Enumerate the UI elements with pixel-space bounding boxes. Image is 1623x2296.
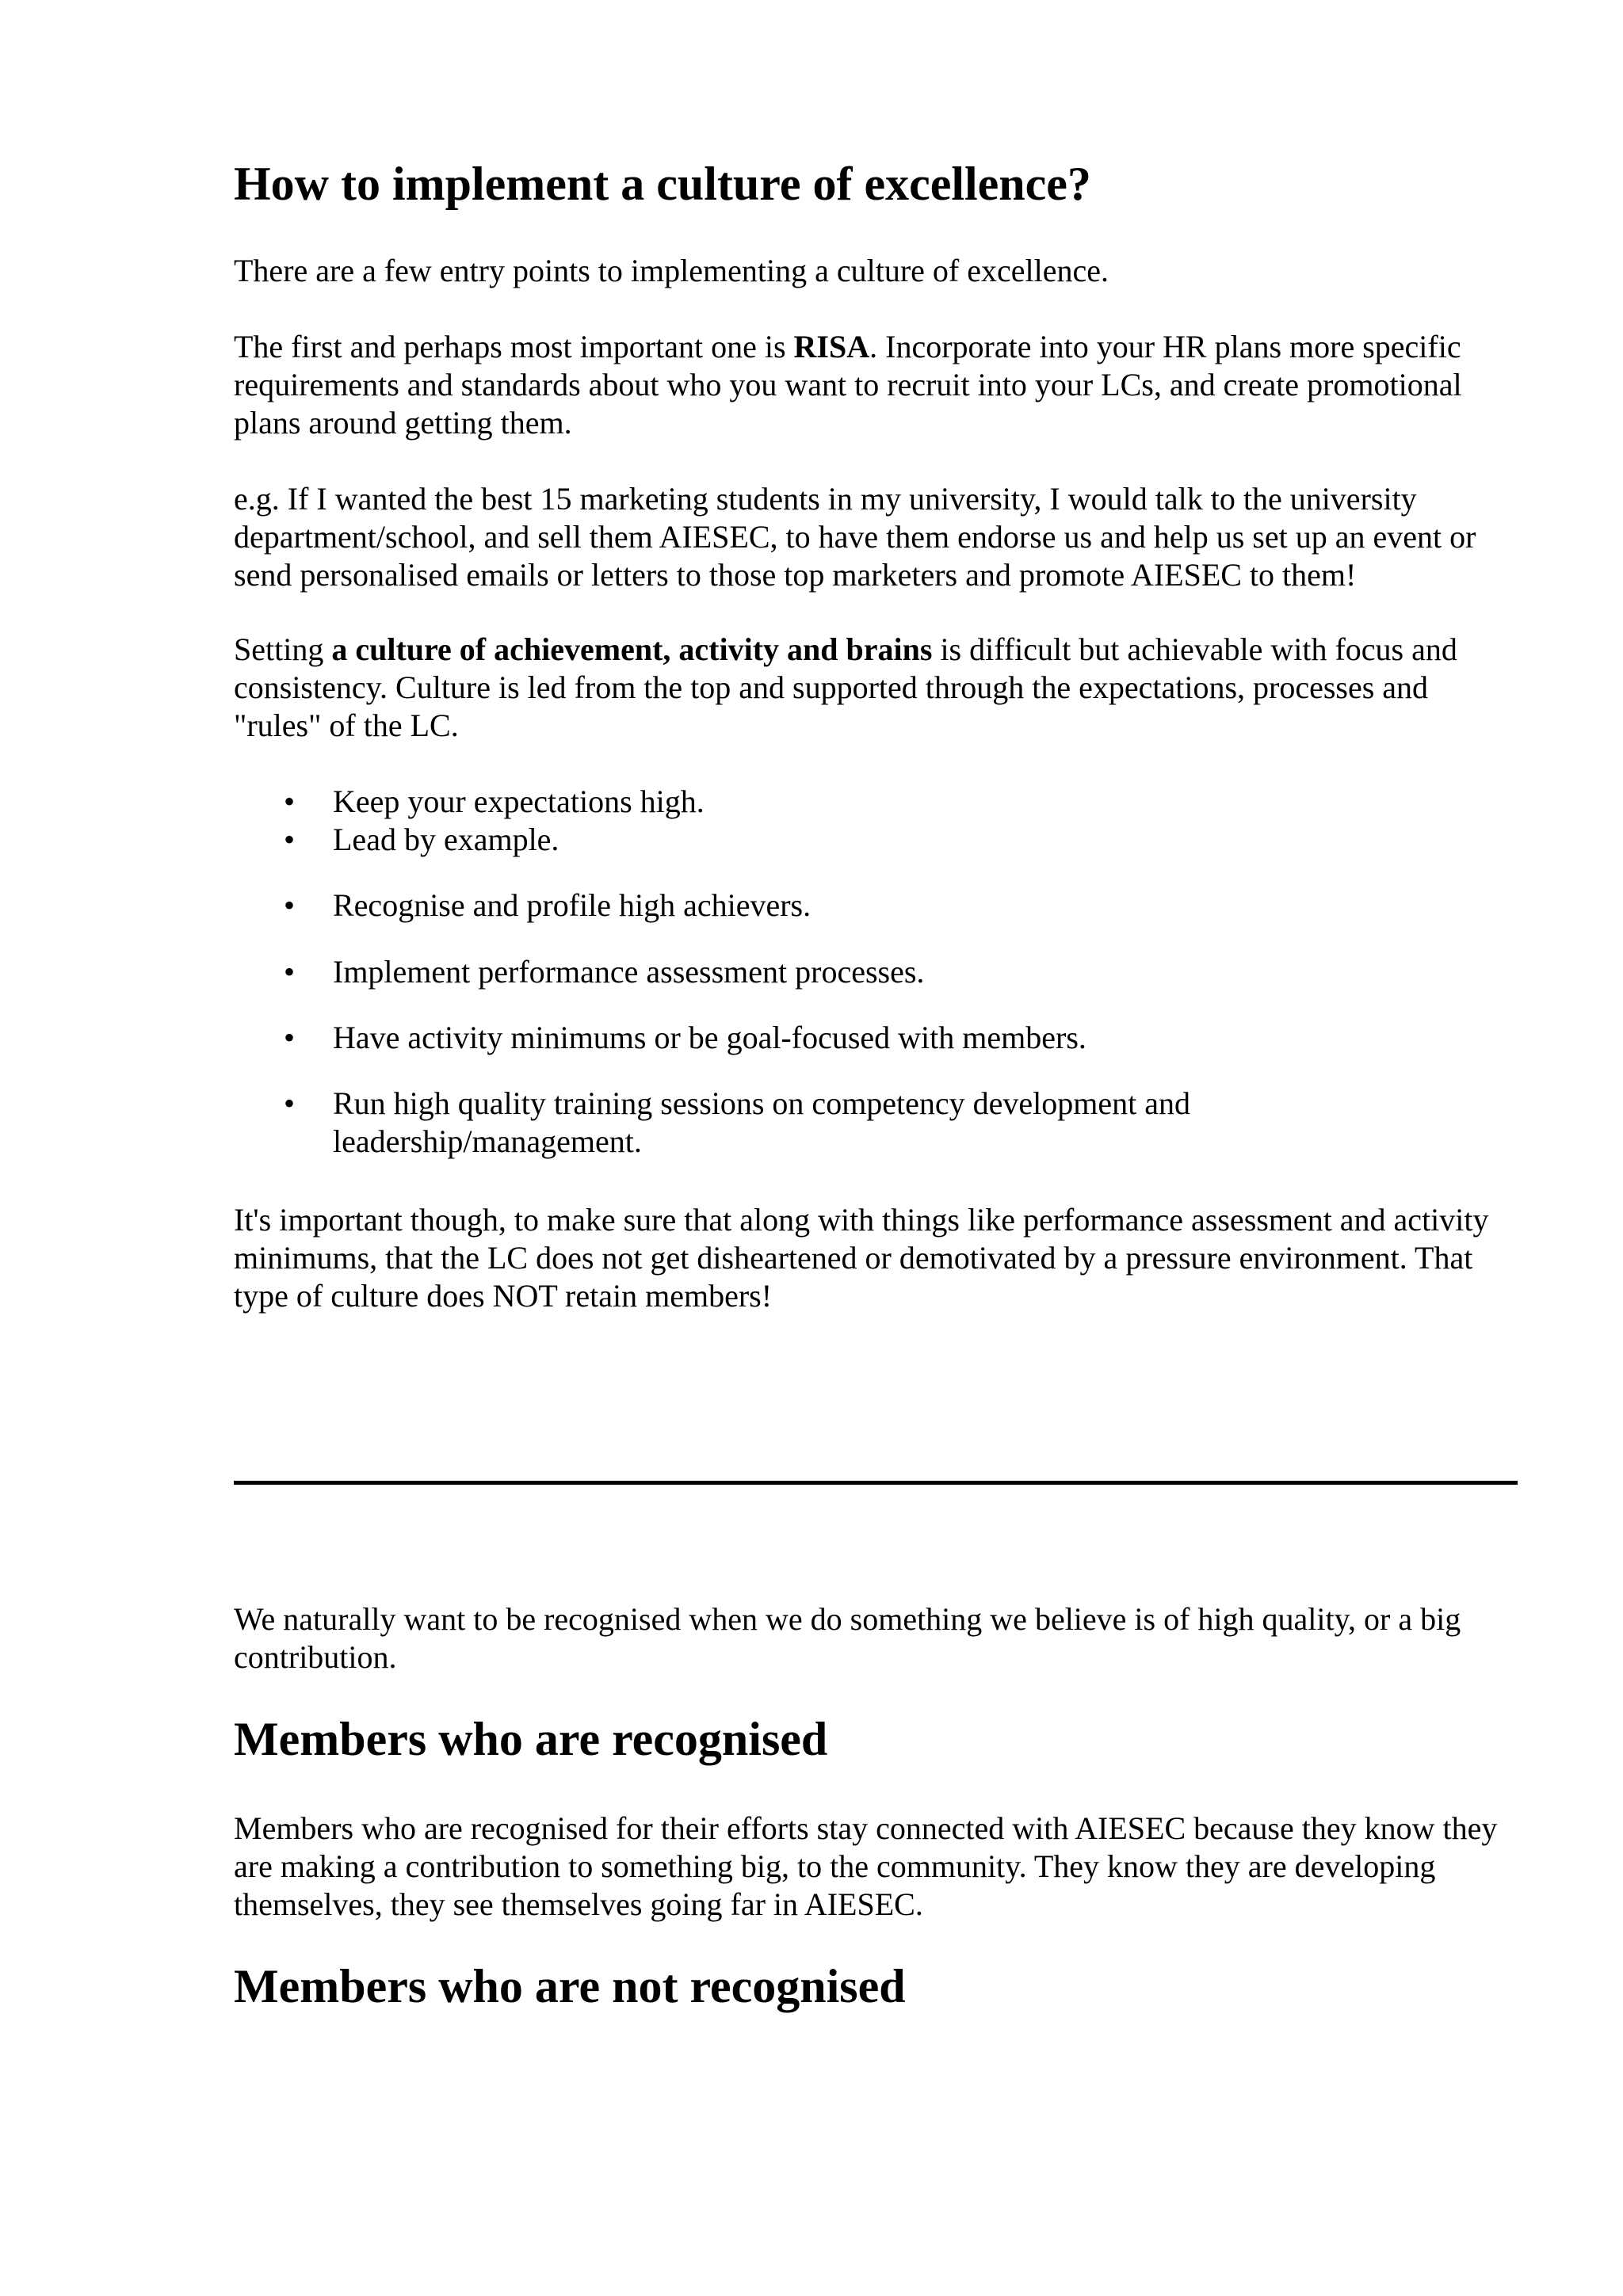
culture-text-after: is difficult but achievable with focus and consistency. Culture is led from the top and supported through the expectations, processes and "rules" of the LC. [234,631,1457,743]
important-paragraph: It's important though, to make sure that along with things like performance assessment and activity minimums, that the LC does not get disheartened or demotivated by a pressure environment. That type of culture does NOT retain members! [234,1202,1489,1314]
culture-bold: a culture of achievement, activity and brains [331,631,933,667]
section-heading-recognised: Members who are recognised [234,1713,828,1765]
list-item: • Lead by example. [333,821,1363,859]
culture-text-before: Setting [234,631,332,667]
example-paragraph: e.g. If I wanted the best 15 marketing students in my university, I would talk to the university department/school, and sell them AIESEC, to have them endorse us and help us set up an event or send personalised emails or letters to those top marketers and promote AIESEC to them! [234,481,1476,593]
horizontal-divider [234,1481,1518,1485]
culture-paragraph [234,631,1518,745]
intro-paragraph: There are a few entry points to implementing a culture of excellence. [234,253,1109,288]
list-item: • Keep your expectations high. [333,783,1363,821]
recognised-paragraph: Members who are recognised for their efforts stay connected with AIESEC because they know they are making a contribution to something big, to the community. They know they are developing themselves, they see themselves going far in AIESEC. [234,1810,1498,1922]
risa-text-before: The first and perhaps most important one is [234,329,794,364]
risa-paragraph [234,328,1518,442]
section-heading-not-recognised: Members who are not recognised [234,1960,906,2012]
recognition-paragraph: We naturally want to be recognised when we do something we believe is of high quality, or a big contribution. [234,1601,1461,1675]
page-title: How to implement a culture of excellence? [234,158,1091,210]
risa-bold: RISA [793,329,870,364]
list-item: • Run high quality training sessions on competency development and leadership/management. [333,1085,1284,1161]
risa-text-after: . Incorporate into your HR plans more specific requirements and standards about who you want to recruit into your LCs, and create promotional plans around getting them. [234,329,1462,441]
list-item: • Have activity minimums or be goal-focused with members. [333,1019,1363,1057]
list-item: • Implement performance assessment processes. [333,953,1363,991]
list-item: • Recognise and profile high achievers. [333,887,1363,925]
